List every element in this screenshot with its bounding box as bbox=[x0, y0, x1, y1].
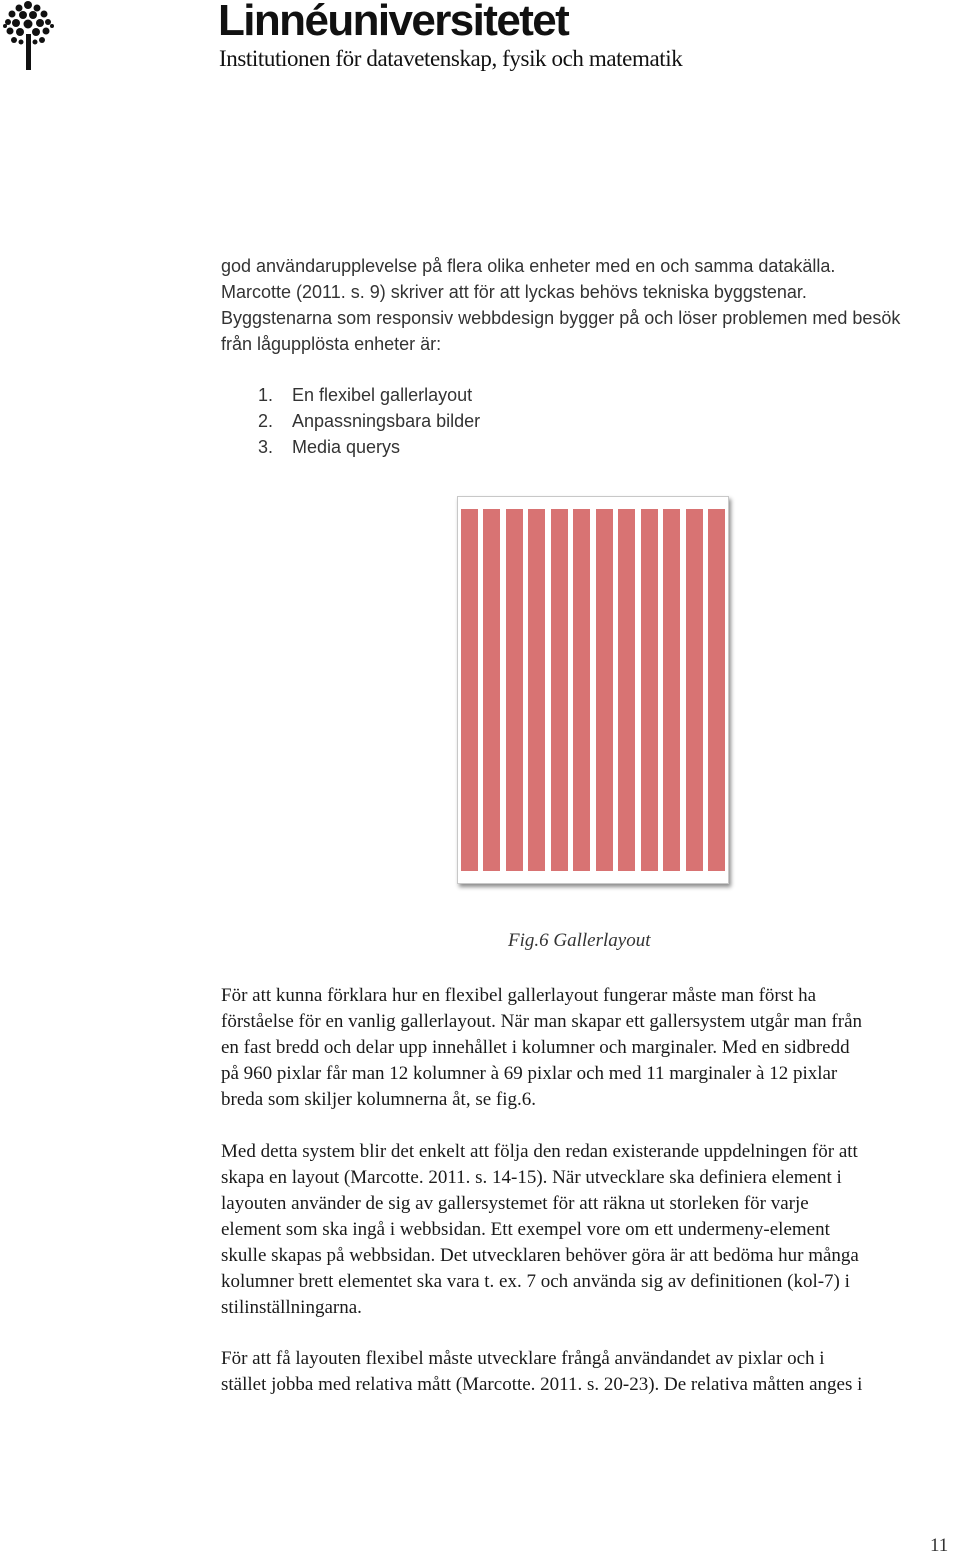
grid-column bbox=[663, 509, 680, 871]
text-line: från lågupplösta enheter är: bbox=[221, 334, 442, 354]
text-line: Marcotte (2011. s. 9) skriver att för att lyckas behövs tekniska byggstenar. bbox=[221, 282, 807, 302]
text-line: För att få layouten flexibel måste utvecklare frångå användandet av pixlar och i bbox=[221, 1348, 825, 1369]
text-line: stilinställningarna. bbox=[221, 1297, 362, 1318]
grid-column bbox=[528, 509, 545, 871]
list-item-number: 1. bbox=[258, 385, 274, 405]
grid-column bbox=[641, 509, 658, 871]
grid-layout-figure bbox=[457, 496, 729, 884]
text-line: layouten använder de sig av gallersystemet för att räkna ut storleken för varje bbox=[221, 1193, 809, 1214]
grid-column bbox=[483, 509, 500, 871]
text-line: stället jobba med relativa mått (Marcotte. 2011. s. 20-23). De relativa måtten anges i bbox=[221, 1374, 863, 1395]
body-paragraph bbox=[221, 1346, 957, 1398]
body-paragraph bbox=[221, 1139, 957, 1321]
grid-column bbox=[596, 509, 613, 871]
text-line: Byggstenarna som responsiv webbdesign bygger på och löser problemen med besök bbox=[221, 308, 901, 328]
list-item bbox=[258, 434, 480, 460]
grid-column bbox=[551, 509, 568, 871]
grid-column bbox=[506, 509, 523, 871]
list-item-text: Anpassningsbara bilder bbox=[292, 411, 481, 431]
text-line: För att kunna förklara hur en flexibel gallerlayout fungerar måste man först ha bbox=[221, 985, 817, 1006]
grid-column bbox=[708, 509, 725, 871]
grid-columns bbox=[458, 509, 728, 871]
text-line: skulle skapas på webbsidan. Det utvecklaren behöver göra är att bedöma hur många bbox=[221, 1245, 859, 1266]
text-line: en fast bredd och delar upp innehållet i kolumner och marginaler. Med en sidbredd bbox=[221, 1037, 850, 1058]
text-line: på 960 pixlar får man 12 kolumner à 69 pixlar och med 11 marginaler à 12 pixlar bbox=[221, 1063, 838, 1084]
department-name: Institutionen för datavetenskap, fysik och matematik bbox=[219, 46, 683, 71]
text-line: skapa en layout (Marcotte. 2011. s. 14-15). När utvecklare ska definiera element i bbox=[221, 1167, 842, 1188]
list-item bbox=[258, 408, 480, 434]
figure-caption: Fig.6 Gallerlayout bbox=[508, 930, 651, 951]
list-item-text: Media querys bbox=[292, 437, 401, 457]
intro-paragraph bbox=[221, 253, 957, 357]
text-line: god användarupplevelse på flera olika enheter med en och samma datakälla. bbox=[221, 256, 836, 276]
text-line: kolumner brett elementet ska vara t. ex. 7 och använda sig av definitionen (kol-7) i bbox=[221, 1271, 850, 1292]
text-line: förståelse för en vanlig gallerlayout. När man skapar ett gallersystem utgår man från bbox=[221, 1011, 863, 1032]
list-item-number: 2. bbox=[258, 411, 274, 431]
list-item-number: 3. bbox=[258, 437, 274, 457]
list-item-text: En flexibel gallerlayout bbox=[292, 385, 473, 405]
grid-column bbox=[686, 509, 703, 871]
page-number: 11 bbox=[930, 1535, 949, 1556]
grid-column bbox=[573, 509, 590, 871]
list-item bbox=[258, 382, 480, 408]
grid-column bbox=[461, 509, 478, 871]
university-name: Linnéuniversitetet bbox=[218, 0, 569, 45]
grid-column bbox=[618, 509, 635, 871]
page-header bbox=[0, 0, 960, 80]
text-line: element som ska ingå i webbsidan. Ett exempel vore om ett undermeny-element bbox=[221, 1219, 830, 1240]
text-line: Med detta system blir det enkelt att följa den redan existerande uppdelningen för att bbox=[221, 1141, 858, 1162]
tree-logo-icon bbox=[2, 0, 56, 70]
body-paragraph bbox=[221, 983, 957, 1113]
building-blocks-list bbox=[258, 382, 480, 460]
text-line: breda som skiljer kolumnerna åt, se fig.6. bbox=[221, 1089, 537, 1110]
